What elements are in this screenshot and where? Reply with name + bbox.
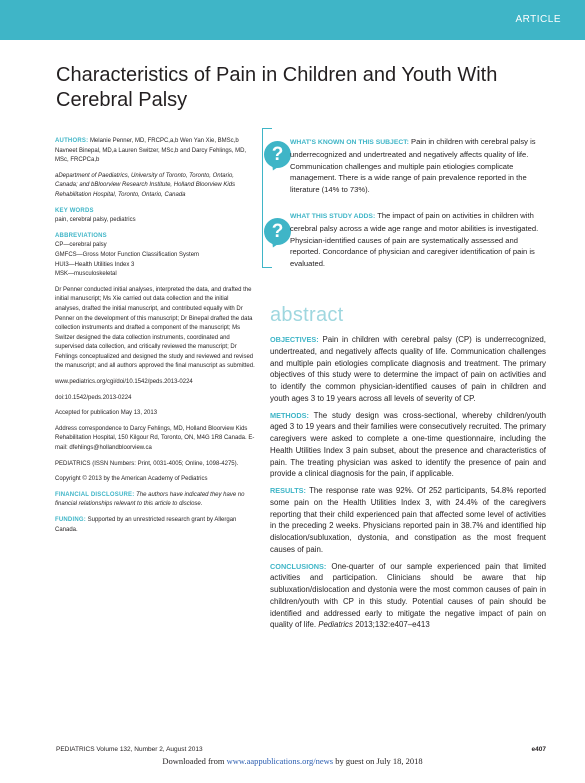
financial-disclosure (55, 491, 255, 510)
copyright: Copyright © 2013 by the American Academy of Pediatrics (55, 476, 208, 483)
article-type-tag: ARTICLE (515, 14, 561, 25)
download-suffix: by guest on July 18, 2018 (333, 756, 423, 766)
journal-info: PEDIATRICS Volume 132, Number 2, August 2013 (56, 746, 203, 753)
download-notice (0, 756, 585, 766)
objectives-text: Pain in children with cerebral palsy (CP) is underrecognized, undertreated, and negatively affects quality of life. Communication challenges and multiple pain etiologies complicate diagnosis and treatment. The primary objectives of this study were to determine the impact of pain on activities and to identify the common physician-identified causes of pain in children and youth ages 3 to 19 years across all levels of severity of CP. (270, 335, 546, 403)
page-number: e407 (531, 746, 546, 753)
citation-details: 2013;132:e407–e413 (352, 620, 430, 630)
results-label: RESULTS: (270, 486, 306, 495)
study-adds-text: The impact of pain on activities in children with cerebral palsy across a wide age range and motor abilities is investigated. Physician-identified causes of pain are systematically assessed and reported. Concordance of physician and caregiver identification of pain is evaluated. (290, 211, 539, 269)
article-url[interactable]: www.pediatrics.org/cgi/doi/10.1542/peds.2013-0224 (55, 379, 193, 386)
left-sidebar (55, 137, 255, 541)
download-prefix: Downloaded from (162, 756, 227, 766)
study-adds-label: WHAT THIS STUDY ADDS: (290, 213, 376, 220)
abbreviation-item: MSK—musculoskeletal (55, 271, 117, 278)
download-link[interactable]: www.aappublications.org/news (226, 756, 334, 766)
conclusions-text: One-quarter of our sample experienced pain that limited activities and participation. Clinicians should be aware that hip subluxation/dislocation and dystonia were the most common causes of pain in children/youth with CP in this study. Potential causes of pain should be identified and addressed early to mitigate the negative impact of pain on quality of life. (270, 561, 546, 630)
issn-info: PEDIATRICS (ISSN Numbers: Print, 0031-4005; Online, 1098-4275). (55, 460, 239, 467)
whats-known-block (290, 136, 545, 196)
funding (55, 516, 255, 535)
methods-label: METHODS: (270, 410, 309, 420)
financial-disclosure-label: FINANCIAL DISCLOSURE: (55, 491, 135, 498)
abstract-objectives (270, 334, 546, 405)
objectives-label: OBJECTIVES: (270, 335, 319, 344)
authors-label: AUTHORS: (55, 138, 89, 144)
authors-text: Melanie Penner, MD, FRCPC,a,b Wen Yan Xie, BMSc,b Navneet Binepal, MD,a Lauren Switzer, MSc,b and Darcy Fehlings, MD, MSc, FRCPCa,b (55, 138, 247, 164)
article-doi: doi:10.1542/peds.2013-0224 (55, 394, 132, 401)
funding-text: Supported by an unrestricted research grant by Allergan Canada. (55, 517, 237, 533)
question-mark-icon: ? (264, 141, 291, 173)
article-title: Characteristics of Pain in Children and Youth With Cerebral Palsy (56, 64, 498, 111)
keywords-block (55, 207, 255, 226)
abstract-conclusions (270, 561, 546, 632)
abstract-heading: abstract (270, 304, 344, 326)
abbreviations-block (55, 232, 255, 280)
authors-block (55, 137, 255, 166)
affiliations: aDepartment of Paediatrics, University of Toronto, Toronto, Ontario, Canada; and bBloorview Research Institute, Holland Bloorview Kids Rehabilitation Hospital, Toronto, Ontario, Canada (55, 172, 236, 198)
abstract-results (270, 485, 546, 556)
abbreviations-label: ABBREVIATIONS (55, 232, 107, 239)
methods-text: The study design was cross-sectional, whereby children/youth aged 3 to 19 years and their families were consecutively recruited. The primary caregivers were asked to complete a one-time questionnaire, including the Health Utilities Index 3 pain subset, about the presence and characteristics of pain. The treating physician was asked to identify the presence of pain and provide a clinical diagnosis for the pain, if applicable. (270, 410, 546, 479)
correspondence-address: Address correspondence to Darcy Fehlings, MD, Holland Bloorview Kids Rehabilitation Hospital, 150 Kilgour Rd, Toronto, ON, M4G 1R8 Canada. E-mail: dfehlings@hollandbloorview.ca (55, 425, 255, 452)
conclusions-label: CONCLUSIONS: (270, 561, 327, 571)
question-mark-icon: ? (264, 218, 291, 250)
page-footer (56, 746, 546, 753)
financial-disclosure-text: The authors have indicated they have no financial relationships relevant to this article to disclose. (55, 491, 245, 508)
abstract-methods (270, 410, 546, 481)
funding-label: FUNDING: (55, 517, 86, 523)
whats-known-label: WHAT'S KNOWN ON THIS SUBJECT: (290, 139, 409, 146)
accepted-date: Accepted for publication May 13, 2013 (55, 410, 158, 417)
citation-journal: Pediatrics (318, 620, 353, 630)
abstract-body (270, 334, 546, 636)
abbreviation-item: CP—cerebral palsy (55, 242, 107, 249)
abbreviation-item: HUI3—Health Utilities Index 3 (55, 261, 135, 268)
keywords-text: pain, cerebral palsy, pediatrics (55, 217, 136, 224)
study-adds-block (290, 210, 545, 270)
summary-box (262, 123, 547, 273)
keywords-label: KEY WORDS (55, 207, 94, 214)
abbreviation-item: GMFCS—Gross Motor Function Classification System (55, 251, 200, 258)
top-banner (0, 0, 585, 40)
results-text: The response rate was 92%. Of 252 participants, 54.8% reported some pain on the Health Utilities Index 3, with 24.4% of the caregivers reporting that their child experienced pain that affected some level of activities in the preceding 2 weeks. Physicians reported pain in 38.7% and identified hip dislocation/subluxation, dystonia, and constipation as the most frequent causes of pain. (270, 486, 546, 554)
author-contributions: Dr Penner conducted initial analyses, interpreted the data, and drafted the initial manuscript; Ms Xie carried out data collection and the initial analyses, drafted the initial manuscript, and contributed equally with Dr Penner on the development of this manuscript; Dr Binepal drafted the data collection instruments and drafted a component of the manuscript; Ms Switzer designed the data collection instruments, coordinated and supervised data collection, and critically reviewed the manuscript; Dr Fehlings conceptualized and designed the study and reviewed and revised the manuscript; and all authors approved the final manuscript as submitted. (55, 286, 255, 370)
whats-known-text: Pain in children with cerebral palsy is underrecognized and undertreated and negatively affects quality of life. Communication challenges and multiple pain etiologies complicate management. There is a wide range of pain prevalence reported in the literature (14% to 73%). (290, 137, 536, 195)
